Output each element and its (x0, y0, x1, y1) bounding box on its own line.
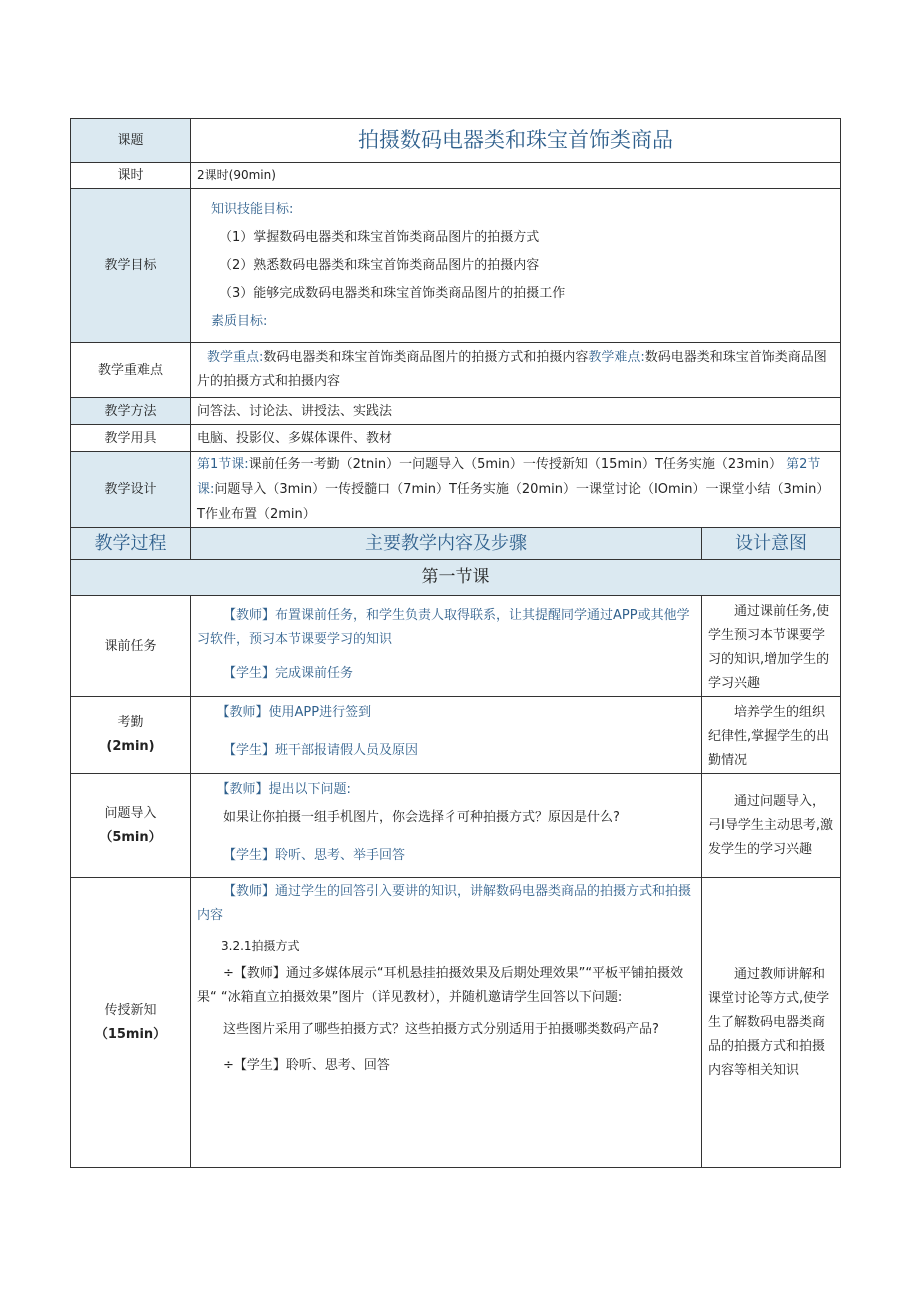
row-content (191, 596, 702, 697)
student-text: 【学生】班干部报请假人员及原因 (223, 743, 419, 758)
row-intent: 培养学生的组织纪律性,掌握学生的出勤情况 (702, 697, 841, 774)
process-col1: 教学过程 (71, 528, 191, 560)
teacher-text: 【教师】使用APP进行签到 (216, 705, 372, 720)
row-label-cell (71, 774, 191, 878)
teacher-text: 【教师】通过学生的回答引入要讲的知识，讲解数码电器类商品的拍摄方式和拍摄内容 (197, 884, 692, 923)
student-text: 【学生】聆听、思考、举手回答 (223, 848, 406, 863)
goal-item: （2）熟悉数码电器类和珠宝首饰类商品图片的拍摄内容 (219, 257, 540, 273)
tools-value: 电脑、投影仪、多媒体课件、教材 (191, 425, 841, 452)
lesson-plan-table (70, 118, 841, 1168)
course-title: 拍摄数码电器类和珠宝首饰类商品 (191, 119, 841, 163)
row-time: （5min） (99, 829, 162, 845)
keypoints-row (71, 343, 841, 398)
question-text: 如果让你拍摄一组手机图片，你会选择彳可种拍摄方式？原因是什么? (223, 810, 620, 825)
row-intent: 通过课前任务,使学生预习本节课要学习的知识,增加学生的学习兴趣 (702, 596, 841, 697)
difficult-text: 数码电器类和珠宝首饰类商品图片的拍摄方式和拍摄内容 (197, 350, 827, 389)
hours-label: 课时 (71, 163, 191, 189)
row-label-cell (71, 878, 191, 1168)
teacher-text: 【教师】提出以下问题: (216, 782, 351, 797)
row-label: 问题导入 (104, 805, 157, 821)
row-content (191, 878, 702, 1168)
row-time: （15min） (94, 1026, 167, 1042)
title-row (71, 119, 841, 163)
key-text: 数码电器类和珠宝首饰类商品图片的拍摄方式和拍摄内容 (263, 350, 589, 365)
teacher-text: 【教师】布置课前任务，和学生负责人取得联系，让其提醒同学通过APP或其他学习软件，预习本节课要学习的知识 (197, 608, 690, 647)
lesson2-label: 第2节课: (197, 457, 821, 497)
design-label: 教学设计 (71, 452, 191, 528)
row-content (191, 774, 702, 878)
difficult-label: 教学难点: (588, 350, 645, 365)
goals-row (71, 189, 841, 343)
process-col3: 设计意图 (702, 528, 841, 560)
row-label: 考勤 (117, 715, 144, 730)
tools-row (71, 425, 841, 452)
student-text: ÷【学生】聆听、思考、回答 (223, 1058, 390, 1073)
goal-item: （3）能够完成数码电器类和珠宝首饰类商品图片的拍摄工作 (219, 285, 566, 301)
process-header-row (71, 528, 841, 560)
row-time: (2min) (106, 739, 155, 754)
process-row (71, 878, 841, 1168)
section-row (71, 560, 841, 596)
goals-heading: 知识技能目标: (211, 201, 294, 217)
design-row (71, 452, 841, 528)
process-row (71, 774, 841, 878)
row-label: 传授新知 (104, 1002, 157, 1018)
process-col2: 主要教学内容及步骤 (191, 528, 702, 560)
process-row (71, 697, 841, 774)
lesson2-text: 问题导入（3min）一传授髓口（7min）T任务实施（20min）一课堂讨论（IOmin）一课堂小结（3min）T作业布置（2min） (197, 482, 830, 522)
design-cell (191, 452, 841, 528)
row-intent: 通过问题导入，弓I导学生主动思考,激发学生的学习兴趣 (702, 774, 841, 878)
methods-value: 问答法、讨论法、讲授法、实践法 (191, 398, 841, 425)
keypoints-cell (191, 343, 841, 398)
quality-heading: 素质目标: (211, 313, 268, 329)
question-text: 这些图片采用了哪些拍摄方式？这些拍摄方式分别适用于拍摄哪类数码产品? (223, 1022, 659, 1037)
row-intent: 通过教师讲解和课堂讨论等方式,使学生了解数码电器类商品的拍摄方式和拍摄内容等相关知识 (702, 878, 841, 1168)
row-content (191, 697, 702, 774)
student-text: 【学生】完成课前任务 (223, 666, 354, 681)
keypoints-label: 教学重难点 (71, 343, 191, 398)
lesson1-text: 课前任务一考勤（2tnin）一问题导入（5min）一传授新知（15min）T任务实施（23min） (248, 457, 782, 472)
methods-label: 教学方法 (71, 398, 191, 425)
hours-row (71, 163, 841, 189)
hours-value: 2课时(90min) (191, 163, 841, 189)
methods-row (71, 398, 841, 425)
goals-cell (191, 189, 841, 343)
lesson1-label: 第1节课: (197, 457, 249, 472)
tools-label: 教学用具 (71, 425, 191, 452)
row-label-cell (71, 697, 191, 774)
section-title: 第一节课 (71, 560, 841, 596)
goals-label: 教学目标 (71, 189, 191, 343)
process-row (71, 596, 841, 697)
title-label: 课题 (71, 119, 191, 163)
teacher-text-2: ÷【教师】通过多媒体展示“耳机悬挂拍摄效果及后期处理效果”“平板平铺拍摄效果“ “冰箱直立拍摄效果”图片（详见教材），并随机邀请学生回答以下问题: (197, 966, 684, 1005)
key-label: 教学重点: (207, 350, 264, 365)
subheading: 3.2.1拍摄方式 (221, 939, 300, 953)
row-label: 课前任务 (71, 596, 191, 697)
goal-item: （1）掌握数码电器类和珠宝首饰类商品图片的拍摄方式 (219, 229, 540, 245)
